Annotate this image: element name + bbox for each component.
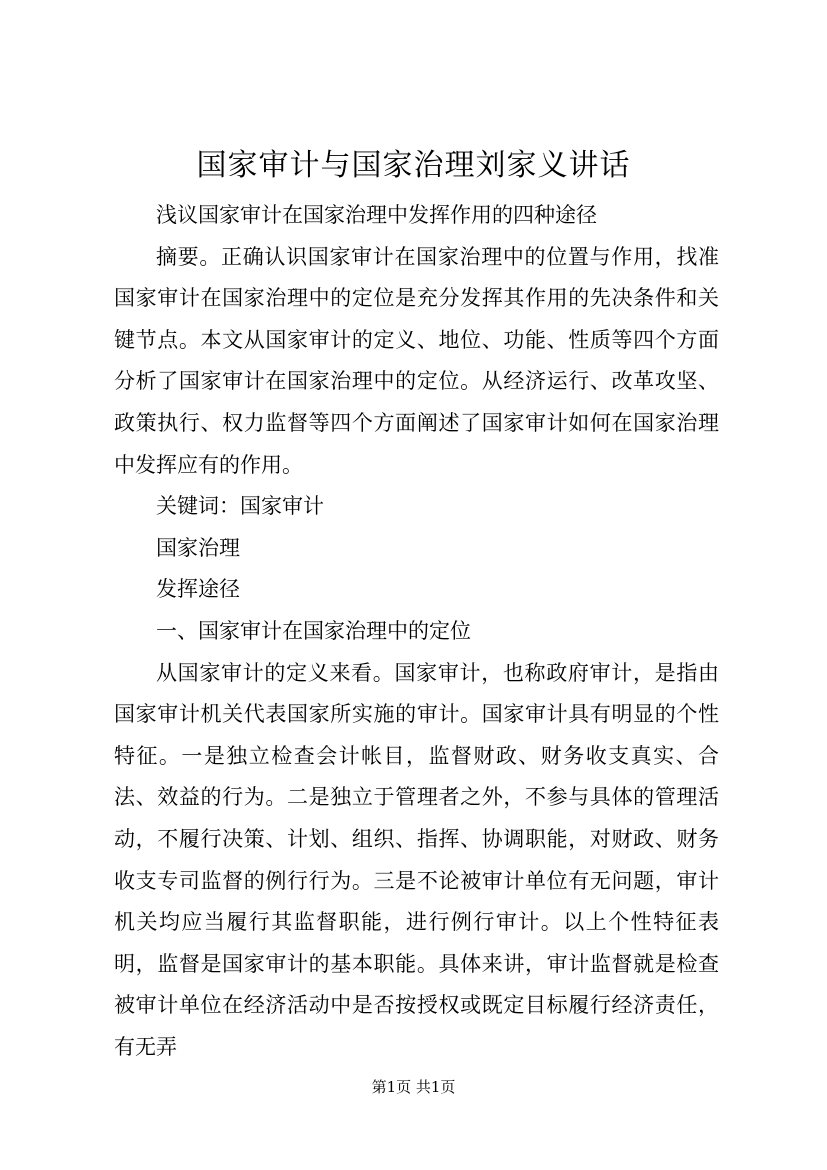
body-paragraph: 从国家审计的定义来看。国家审计，也称政府审计，是指由国家审计机关代表国家所实施的审计。国家审计具有明显的个性特征。一是独立检查会计帐目，监督财政、财务收支真实、合法、效益的行为。二是独立于管理者之外，不参与具体的管理活动，不履行决策、计划、组织、指挥、协调职能，对财政、财务收支专司监督的例行行为。三是不论被审计单位有无问题，审计机关均应当履行其监督职能，进行例行审计。以上个性特征表明，监督是国家审计的基本职能。具体来讲，审计监督就是检查被审计单位在经济活动中是否按授权或既定目标履行经济责任，有无弄 xyxy=(114,660,719,1059)
document-body xyxy=(114,195,719,1068)
page-footer: 第1页 共1页 xyxy=(371,1078,456,1096)
keyword-item: 国家治理 xyxy=(156,535,240,560)
keywords-line: 关键词：国家审计 xyxy=(156,494,324,519)
section-heading: 一、国家审计在国家治理中的定位 xyxy=(156,618,471,643)
abstract-paragraph: 摘要。正确认识国家审计在国家治理中的位置与作用，找准国家审计在国家治理中的定位是充分发挥其作用的先决条件和关键节点。本文从国家审计的定义、地位、功能、性质等四个方面分析了国家审计在国家治理中的定位。从经济运行、改革攻坚、政策执行、权力监督等四个方面阐述了国家审计如何在国家治理中发挥应有的作用。 xyxy=(114,244,719,477)
keyword-item: 发挥途径 xyxy=(156,577,240,602)
subtitle-paragraph: 浅议国家审计在国家治理中发挥作用的四种途径 xyxy=(156,203,597,227)
document-title: 国家审计与国家治理刘家义讲话 xyxy=(196,148,631,183)
